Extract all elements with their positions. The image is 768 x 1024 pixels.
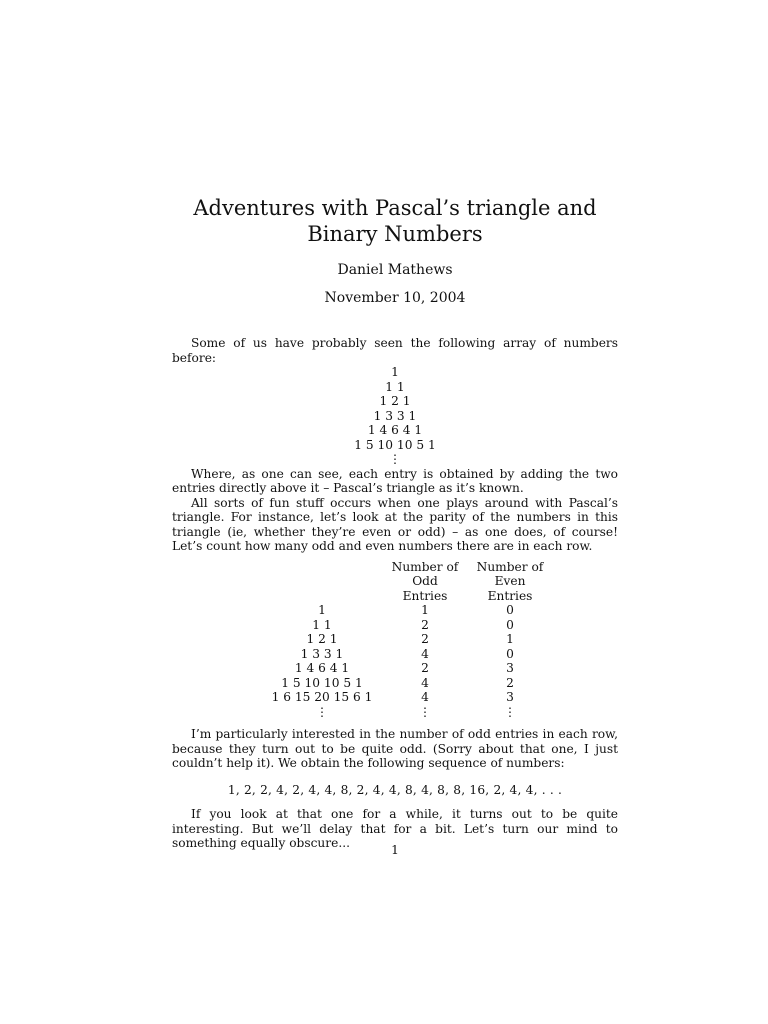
vertical-dots: ⋮ <box>504 704 516 719</box>
triangle-row: 1 5 10 10 5 1 <box>354 437 436 452</box>
table-row <box>260 690 554 705</box>
intro-paragraph: Some of us have probably seen the following array of numbers before: <box>172 336 618 365</box>
odd-count-cell: 4 <box>421 690 429 704</box>
even-count-cell: 0 <box>506 617 514 632</box>
where-paragraph: Where, as one can see, each entry is obtained by adding the two entries directly above it – Pascal’s triangle as it’s known. <box>172 466 618 495</box>
row-cell: 1 <box>318 603 326 617</box>
odd-count-cell: 4 <box>421 675 429 690</box>
table-row <box>260 618 554 633</box>
look-paragraph: If you look at that one for a while, it turns out to be quite interesting. But we’ll delay that for a bit. Let’s turn our mind to something equally obscure... <box>172 807 618 850</box>
table-header-row <box>260 560 554 604</box>
table-row <box>260 647 554 662</box>
row-cell: 1 1 <box>312 617 332 632</box>
odd-count-cell: 2 <box>421 617 429 632</box>
triangle-row: 1 4 6 4 1 <box>367 423 423 437</box>
triangle-row: 1 1 <box>385 379 405 394</box>
paper-body <box>172 336 618 851</box>
paper-date: November 10, 2004 <box>324 290 466 306</box>
row-cell: 1 4 6 4 1 <box>294 661 350 675</box>
row-cell: 1 2 1 <box>306 632 338 646</box>
odd-count-sequence: 1, 2, 2, 4, 2, 4, 4, 8, 2, 4, 4, 8, 4, 8, 8, 16, 2, 4, 4, . . . <box>227 782 563 797</box>
row-cell: 1 3 3 1 <box>300 646 344 661</box>
table-row <box>260 676 554 691</box>
even-count-cell: 3 <box>506 690 514 704</box>
vertical-dots: ⋮ <box>389 452 401 466</box>
pascal-triangle <box>172 365 618 467</box>
even-count-cell: 0 <box>506 603 514 617</box>
odd-count-cell: 1 <box>421 603 429 617</box>
fun-paragraph: All sorts of fun stuff occurs when one plays around with Pascal’s triangle. For instance, let’s look at the parity of the numbers in this triangle (ie, whether they’re even or odd) – as one does, of course! Let’s count how many odd and even numbers there are in each row. <box>172 495 618 553</box>
header-odd-entries: Number of Odd Entries <box>391 559 459 603</box>
even-count-cell: 1 <box>506 632 514 646</box>
table-row <box>260 603 554 618</box>
even-count-cell: 2 <box>506 675 514 690</box>
vertical-dots: ⋮ <box>419 704 431 719</box>
parity-table <box>260 560 554 720</box>
odd-count-cell: 2 <box>421 661 429 675</box>
interested-paragraph: I’m particularly interested in the number of odd entries in each row, because they turn out to be quite odd. (Sorry about that one, I just couldn’t help it). We obtain the following sequence of numbers: <box>172 727 618 770</box>
paper-title: Adventures with Pascal’s triangle and Binary Numbers <box>193 196 597 246</box>
page-number: 1 <box>391 843 399 857</box>
table-row <box>260 632 554 647</box>
vertical-dots: ⋮ <box>316 704 328 719</box>
triangle-continuation <box>172 452 618 467</box>
triangle-row: 1 <box>391 365 399 379</box>
table-continuation-row <box>260 705 554 720</box>
row-cell: 1 5 10 10 5 1 <box>281 675 363 690</box>
odd-count-cell: 2 <box>421 632 429 646</box>
author-name: Daniel Mathews <box>337 262 453 278</box>
header-even-entries: Number of Even Entries <box>476 559 544 603</box>
even-count-cell: 0 <box>506 646 514 661</box>
row-cell: 1 6 15 20 15 6 1 <box>271 690 373 704</box>
triangle-row: 1 2 1 <box>379 394 411 408</box>
odd-count-cell: 4 <box>421 646 429 661</box>
table-row <box>260 661 554 676</box>
even-count-cell: 3 <box>506 661 514 675</box>
triangle-row: 1 3 3 1 <box>373 408 417 423</box>
